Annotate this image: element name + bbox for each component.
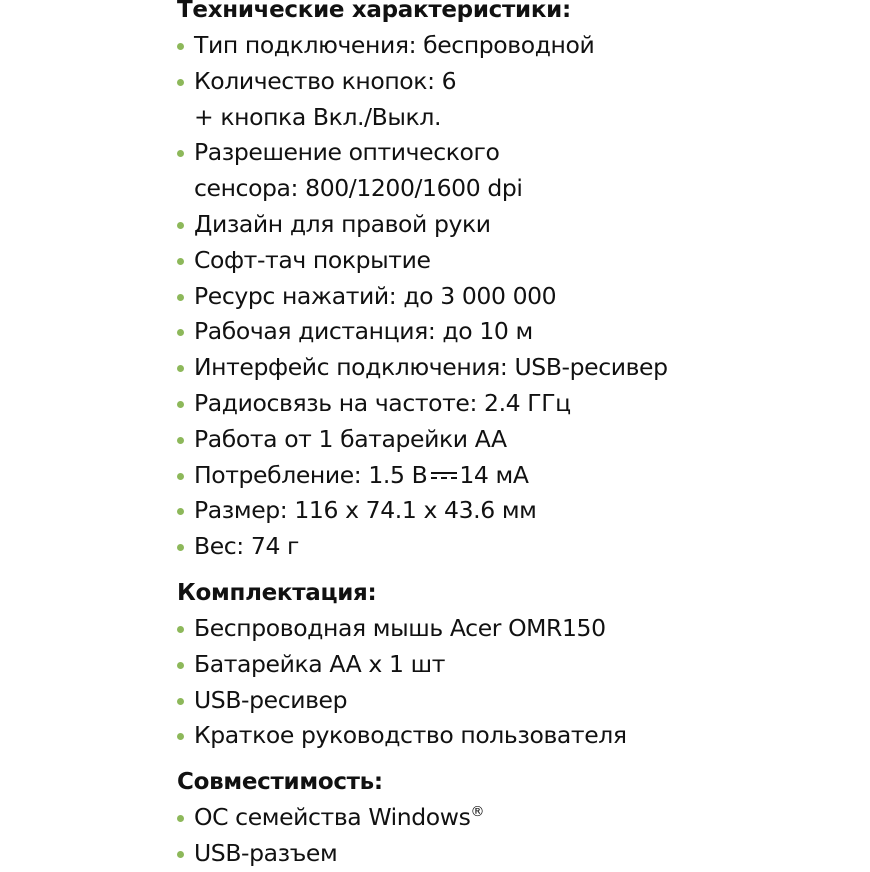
bullet-icon — [177, 401, 184, 408]
list-item: Интерфейс подключения: USB-ресивер — [177, 350, 857, 386]
list-item: Потребление: 1.5 В 14 мА — [177, 458, 857, 494]
bullet-icon — [177, 329, 184, 336]
list-item: USB-ресивер — [177, 683, 857, 719]
bullet-icon — [177, 544, 184, 551]
list-item: Ресурс нажатий: до 3 000 000 — [177, 279, 857, 315]
list-item: ОС семейства Windows® — [177, 800, 857, 836]
compatibility-list — [177, 800, 857, 872]
list-item: Дизайн для правой руки — [177, 207, 857, 243]
bullet-icon — [177, 733, 184, 740]
bullet-icon — [177, 258, 184, 265]
list-item: Рабочая дистанция: до 10 м — [177, 314, 857, 350]
bullet-icon — [177, 851, 184, 858]
bullet-icon — [177, 150, 184, 157]
section-heading-package: Комплектация: — [177, 579, 377, 606]
bullet-icon — [177, 508, 184, 515]
package-list — [177, 611, 857, 754]
section-heading-specs: Технические характеристики: — [177, 0, 571, 23]
section-heading-compatibility: Совместимость: — [177, 769, 383, 796]
bullet-icon — [177, 294, 184, 301]
bullet-icon — [177, 437, 184, 444]
bullet-icon — [177, 815, 184, 822]
bullet-icon — [177, 79, 184, 86]
list-item: Работа от 1 батарейки AA — [177, 422, 857, 458]
bullet-icon — [177, 43, 184, 50]
bullet-icon — [177, 222, 184, 229]
list-item: Разрешение оптического сенсора: 800/1200/1600 dpi — [177, 135, 857, 207]
bullet-icon — [177, 473, 184, 480]
list-item: Батарейка AA x 1 шт — [177, 647, 857, 683]
list-item: Количество кнопок: 6 + кнопка Вкл./Выкл. — [177, 64, 857, 136]
specs-list — [177, 28, 857, 565]
list-item: Софт-тач покрытие — [177, 243, 857, 279]
list-item: Краткое руководство пользователя — [177, 718, 857, 754]
bullet-icon — [177, 698, 184, 705]
direct-current-icon — [431, 470, 457, 482]
list-item: Беспроводная мышь Acer OMR150 — [177, 611, 857, 647]
bullet-icon — [177, 626, 184, 633]
bullet-icon — [177, 365, 184, 372]
bullet-icon — [177, 662, 184, 669]
spec-document — [177, 0, 857, 872]
registered-mark: ® — [470, 804, 485, 821]
list-item: Вес: 74 г — [177, 529, 857, 565]
list-item: Тип подключения: беспроводной — [177, 28, 857, 64]
list-item: USB-разъем — [177, 836, 857, 872]
list-item: Размер: 116 x 74.1 x 43.6 мм — [177, 493, 857, 529]
list-item: Радиосвязь на частоте: 2.4 ГГц — [177, 386, 857, 422]
